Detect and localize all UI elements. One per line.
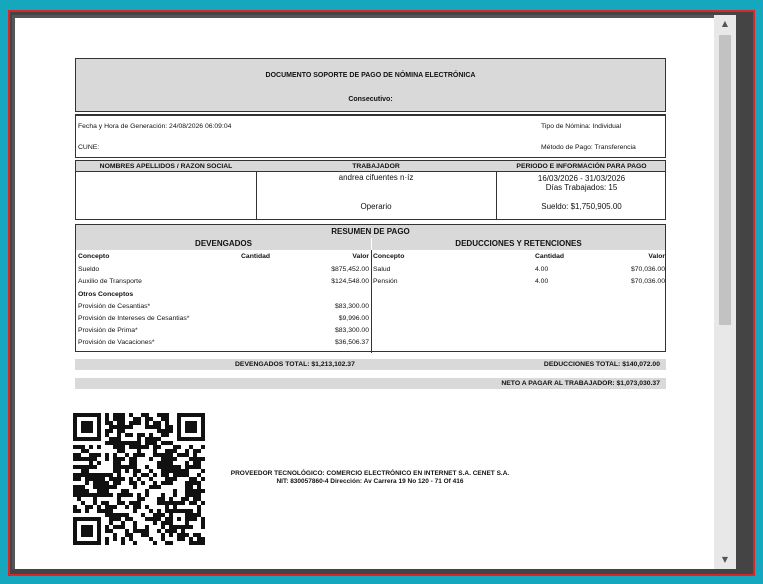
summary-title: RESUMEN DE PAGO: [76, 225, 665, 238]
otro-concepto: Provisión de Intereses de Cesantias*: [78, 315, 190, 322]
otros-conceptos-label: Otros Conceptos: [78, 291, 134, 298]
worker-column-header: TRABAJADOR: [352, 163, 400, 170]
payroll-type: Tipo de Nómina: Individual: [541, 123, 622, 130]
devengado-concepto: Auxilio de Transporte: [78, 278, 142, 285]
deducciones-total: DEDUCCIONES TOTAL: $140,072.00: [543, 361, 660, 368]
scroll-down-arrow-icon[interactable]: ▼: [721, 555, 729, 564]
col-cantidad: Cantidad: [535, 253, 565, 260]
col-concepto: Concepto: [78, 253, 110, 260]
deduccion-cantidad: 4.00: [535, 266, 549, 273]
payment-summary: [75, 224, 666, 352]
salary: Sueldo: $1,750,905.00: [541, 202, 622, 211]
devengado-valor: $124,548.00: [331, 278, 369, 285]
net-pay: NETO A PAGAR AL TRABAJADOR: $1,073,030.37: [501, 380, 660, 387]
devengado-concepto: Sueldo: [78, 266, 100, 273]
deduccion-valor: $70,036.00: [630, 266, 665, 273]
deduccion-concepto: Salud: [373, 266, 391, 273]
document-viewer[interactable]: [12, 15, 714, 569]
cune-label: CUNE:: [78, 144, 100, 151]
deduccion-valor: $70,036.00: [630, 278, 665, 285]
devengados-total: DEVENGADOS TOTAL: $1,213,102.37: [235, 361, 355, 368]
period-column-header: PERIODO E INFORMACIÓN PARA PAGO: [516, 163, 647, 170]
deducciones-title: DEDUCCIONES Y RETENCIONES: [372, 238, 665, 250]
col-concepto: Concepto: [373, 253, 405, 260]
deduccion-cantidad: 4.00: [535, 278, 549, 285]
consecutivo-label: Consecutivo:: [348, 96, 393, 103]
worker-name: andrea cifuentes n·íz: [338, 173, 414, 182]
vertical-scrollbar[interactable]: [714, 15, 736, 569]
devengado-valor: $875,452.00: [331, 266, 369, 273]
divider: [371, 250, 372, 353]
generation-info: [75, 114, 666, 158]
col-valor: Valor: [648, 253, 665, 260]
payment-method: Método de Pago: Transferencia: [541, 144, 636, 151]
document-title: DOCUMENTO SOPORTE DE PAGO DE NÓMINA ELECTRÓNICA: [265, 72, 476, 79]
deduccion-concepto: Pensión: [373, 278, 398, 285]
provider-nit: NIT: 830057860-4 Dirección: Av Carrera 19 No 120 - 71 Of 416: [276, 478, 464, 485]
devengados-title: DEVENGADOS: [76, 238, 371, 250]
generation-date: Fecha y Hora de Generación: 24/08/2026 06:09:04: [78, 123, 232, 130]
col-valor: Valor: [352, 253, 369, 260]
name-column-header: NOMBRES APELLIDOS / RAZON SOCIAL: [99, 163, 233, 170]
document-header: [75, 58, 666, 112]
net-pay-bar: [75, 378, 666, 389]
scroll-up-arrow-icon[interactable]: ▲: [721, 19, 729, 28]
scroll-thumb[interactable]: [719, 35, 731, 325]
otro-valor: $83,300.00: [334, 303, 369, 310]
worker-role: Operario: [360, 202, 392, 211]
days-worked: Días Trabajados: 15: [545, 183, 618, 192]
otro-valor: $83,300.00: [334, 327, 369, 334]
otro-valor: $36,506.37: [334, 339, 369, 346]
otro-concepto: Provisión de Prima*: [78, 327, 138, 334]
otro-valor: $9,996.00: [338, 315, 369, 322]
worker-info: [75, 172, 666, 220]
col-cantidad: Cantidad: [241, 253, 271, 260]
otro-concepto: Provisión de Cesantias*: [78, 303, 151, 310]
totals-bar: [75, 359, 666, 370]
provider-info: [175, 470, 565, 486]
worker-header-row: [75, 160, 666, 172]
provider-line: PROVEEDOR TECNOLÓGICO: COMERCIO ELECTRÓNICO EN INTERNET S.A. CENET S.A.: [230, 470, 510, 477]
pay-period: 16/03/2026 - 31/03/2026: [537, 174, 626, 183]
otro-concepto: Provisión de Vacaciones*: [78, 339, 155, 346]
